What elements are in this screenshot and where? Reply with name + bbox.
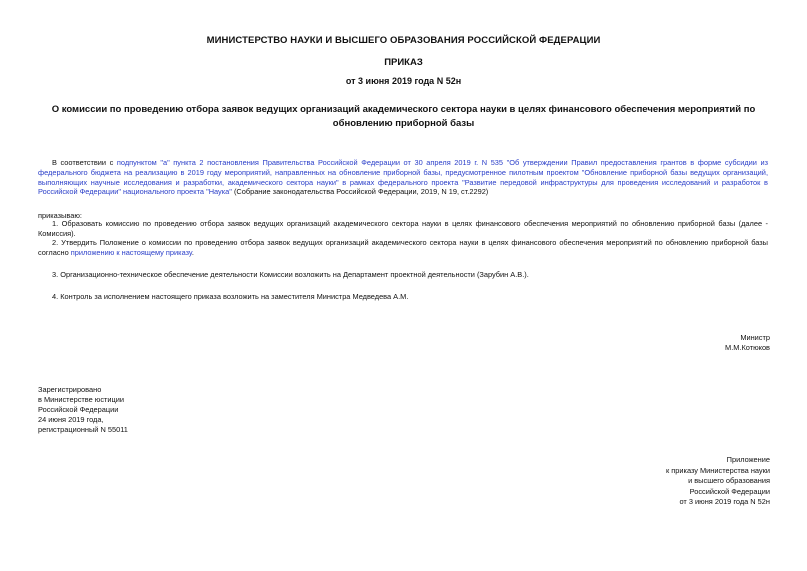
annex-line: Приложение [726,455,770,464]
registration-block [38,385,128,435]
ordered-label: приказываю: [38,211,82,220]
registration-line: регистрационный N 55011 [38,425,128,434]
annex-block [666,455,770,508]
intro-text-end: (Собрание законодательства Российской Федерации, 2019, N 19, ст.2292) [231,187,489,197]
order-item-1: 1. Образовать комиссию по проведению отбора заявок ведущих организаций академического сектора науки в целях финансового обеспечения мероприятий по обновлению приборной базы (далее - Комиссия). [38,219,768,238]
order-item-2-text: 2. Утвердить Положение о комиссии по проведению отбора заявок ведущих организаций академического сектора науки в целях финансового обеспечения мероприятий по обновлению приборной базы согласно [38,238,768,257]
ministry-heading: МИНИСТЕРСТВО НАУКИ И ВЫСШЕГО ОБРАЗОВАНИЯ РОССИЙСКОЙ ФЕДЕРАЦИИ [206,35,601,46]
annex-line: от 3 июня 2019 года N 52н [679,497,770,507]
annex-line: Российской Федерации [689,486,770,496]
order-item-2 [38,238,768,258]
intro-paragraph [38,158,768,197]
doc-title: О комиссии по проведению отбора заявок ведущих организаций академического сектора науки в целях финансового обеспечения мероприятий по обновлению приборной базы [51,104,756,129]
order-item-2-end: . [191,247,194,257]
order-item-3: 3. Организационно-техническое обеспечение деятельности Комиссии возложить на Департамент проектной деятельности (Зарубин А.В.). [52,270,529,279]
annex-link[interactable]: приложению к настоящему приказу [70,247,192,257]
signatory-position: Министр [740,333,770,342]
intro-text-start: В соответствии с [52,158,117,167]
doc-date-number: от 3 июня 2019 года N 52н [345,76,462,86]
doc-type-heading: ПРИКАЗ [384,57,423,68]
registration-line: 24 июня 2019 года, [38,415,104,424]
registration-line: Российской Федерации [38,405,119,414]
signatory-name: М.М.Котюков [725,343,770,352]
annex-line: и высшего образования [688,476,770,486]
order-item-4: 4. Контроль за исполнением настоящего приказа возложить на заместителя Министра Медведева А.М. [52,292,409,301]
annex-line: к приказу Министерства науки [666,465,770,475]
signature-block [725,333,770,353]
government-decree-link[interactable]: подпунктом "а" пункта 2 постановления Правительства Российской Федерации от 30 апреля 2019 г. N 535 "Об утверждении Правил предоставления грантов в форме субсидии из федерального бюджета на реализацию в 2019 году мероприятий, направленных на обновление приборной базы, предусмотренное пилотным проектом "Обновление приборной базы ведущих организаций, выполняющих научные исследования и разработки, академического сектора науки" в рамках федерального проекта "Развитие передовой инфраструктуры для проведения исследований и разработок в Российской Федерации" национального проекта "Наука" [38,158,768,197]
registration-line: в Министерстве юстиции [38,395,125,404]
registration-line: Зарегистрировано [38,385,102,394]
